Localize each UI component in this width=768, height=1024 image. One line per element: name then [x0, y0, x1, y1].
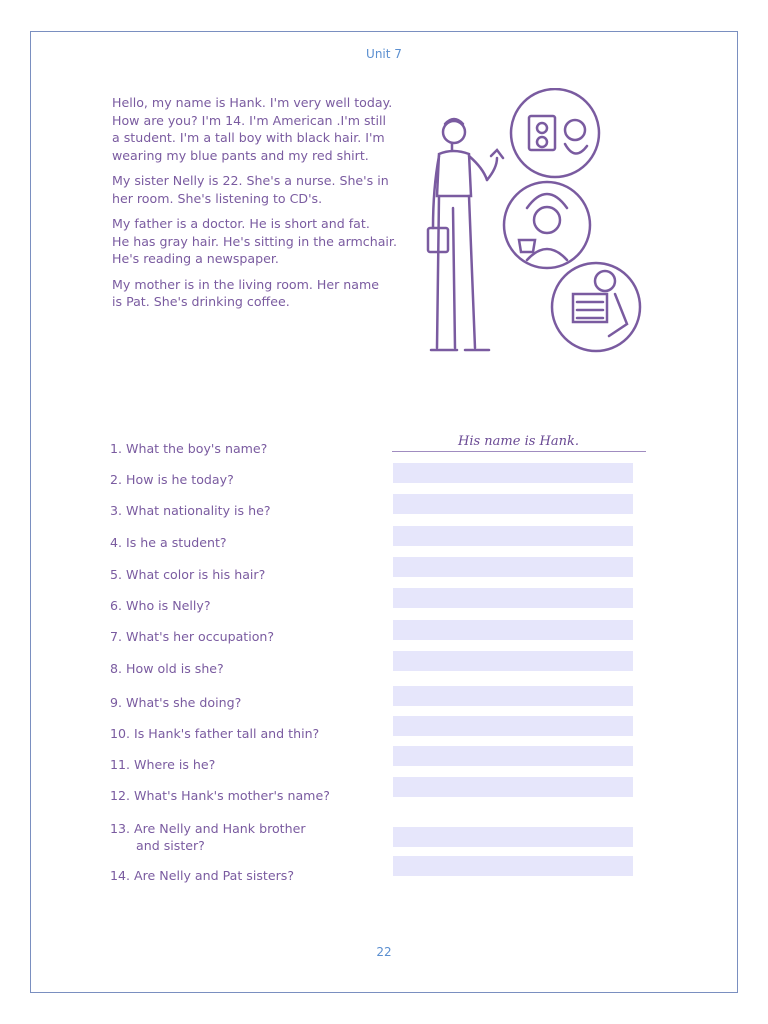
question-6: 6. Who is Nelly? [110, 598, 211, 613]
father-circle [552, 263, 640, 351]
question-4: 4. Is he a student? [110, 535, 227, 550]
question-9: 9. What's she doing? [110, 695, 242, 710]
sample-answer: His name is Hank. [458, 434, 580, 449]
question-2: 2. How is he today? [110, 472, 234, 487]
answer-line [392, 451, 646, 452]
answer-box-2[interactable] [393, 463, 633, 483]
answer-box-5[interactable] [393, 557, 633, 577]
mother-circle [504, 182, 590, 268]
answer-box-9[interactable] [393, 686, 633, 706]
answer-box-13[interactable] [393, 827, 633, 847]
answer-box-6[interactable] [393, 588, 633, 608]
nelly-circle [511, 89, 599, 177]
paragraph-mother: My mother is in the living room. Her name is Pat. She's drinking coffee. [112, 276, 379, 309]
answer-box-3[interactable] [393, 494, 633, 514]
answer-box-4[interactable] [393, 526, 633, 546]
question-13: 13. Are Nelly and Hank brother and sister? [110, 821, 306, 853]
page-number: 22 [376, 945, 392, 959]
family-illustration [425, 88, 645, 363]
reading-passage [112, 94, 404, 319]
paragraph-hank: Hello, my name is Hank. I'm very well today. How are you? I'm 14. I'm American .I'm still a student. I'm a tall boy with black hair. I'm wearing my blue pants and my red shirt. [112, 95, 393, 163]
paragraph-father: My father is a doctor. He is short and fat. He has gray hair. He's sitting in the armchair. He's reading a newspaper. [112, 216, 397, 266]
boy-figure [428, 119, 503, 350]
answer-box-10[interactable] [393, 716, 633, 736]
question-7: 7. What's her occupation? [110, 629, 275, 644]
unit-header: Unit 7 [366, 47, 402, 61]
question-5: 5. What color is his hair? [110, 567, 266, 582]
answer-box-12[interactable] [393, 777, 633, 797]
question-14: 14. Are Nelly and Pat sisters? [110, 868, 295, 883]
question-10: 10. Is Hank's father tall and thin? [110, 726, 320, 741]
paragraph-nelly: My sister Nelly is 22. She's a nurse. She's in her room. She's listening to CD's. [112, 173, 389, 206]
answer-box-7[interactable] [393, 620, 633, 640]
question-12: 12. What's Hank's mother's name? [110, 788, 330, 803]
answer-box-8[interactable] [393, 651, 633, 671]
question-1: 1. What the boy's name? [110, 441, 268, 456]
answer-box-11[interactable] [393, 746, 633, 766]
question-8: 8. How old is she? [110, 661, 224, 676]
question-3: 3. What nationality is he? [110, 503, 271, 518]
answer-box-14[interactable] [393, 856, 633, 876]
question-11: 11. Where is he? [110, 757, 216, 772]
